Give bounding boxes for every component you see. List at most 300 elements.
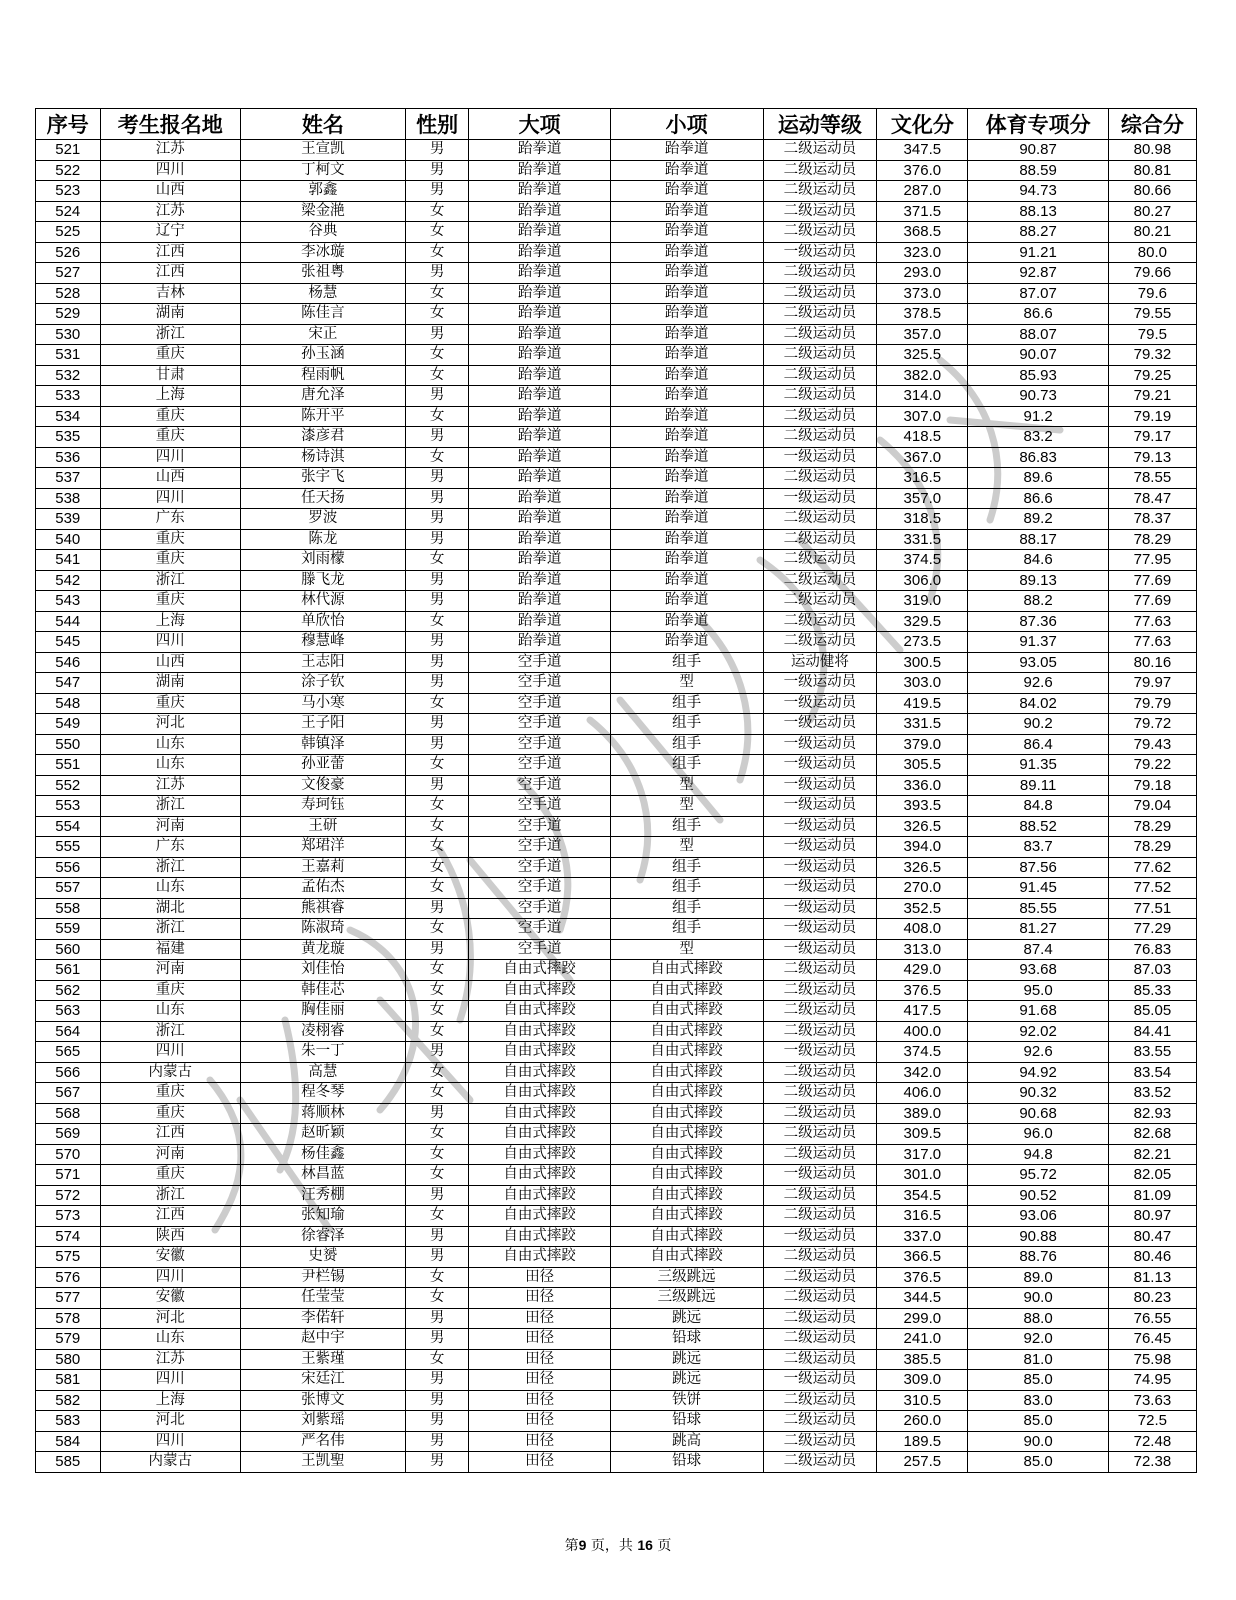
table-cell: 跆拳道 <box>610 468 763 489</box>
table-cell: 544 <box>36 611 101 632</box>
table-cell: 田径 <box>469 1452 610 1473</box>
table-cell: 90.73 <box>968 386 1108 407</box>
table-cell: 80.81 <box>1108 160 1196 181</box>
table-cell: 90.07 <box>968 345 1108 366</box>
table-cell: 二级运动员 <box>763 181 877 202</box>
table-cell: 女 <box>405 755 469 776</box>
table-cell: 重庆 <box>100 345 240 366</box>
table-cell: 545 <box>36 632 101 653</box>
table-cell: 男 <box>405 509 469 530</box>
table-cell: 75.98 <box>1108 1349 1196 1370</box>
table-cell: 汪秀棚 <box>240 1185 405 1206</box>
table-cell: 94.8 <box>968 1144 1108 1165</box>
table-cell: 女 <box>405 1124 469 1145</box>
table-cell: 山西 <box>100 468 240 489</box>
table-cell: 287.0 <box>877 181 968 202</box>
table-cell: 杨佳鑫 <box>240 1144 405 1165</box>
table-cell: 84.02 <box>968 693 1108 714</box>
table-cell: 跆拳道 <box>610 201 763 222</box>
table-cell: 二级运动员 <box>763 570 877 591</box>
table-cell: 空手道 <box>469 755 610 776</box>
table-cell: 文俊豪 <box>240 775 405 796</box>
table-cell: 317.0 <box>877 1144 968 1165</box>
table-cell: 山西 <box>100 181 240 202</box>
table-cell: 93.68 <box>968 960 1108 981</box>
table-row <box>36 1329 1197 1350</box>
table-cell: 任天扬 <box>240 488 405 509</box>
table-cell: 四川 <box>100 1267 240 1288</box>
table-cell: 四川 <box>100 632 240 653</box>
table-cell: 301.0 <box>877 1165 968 1186</box>
table-cell: 自由式摔跤 <box>610 1042 763 1063</box>
table-cell: 89.6 <box>968 468 1108 489</box>
table-cell: 357.0 <box>877 324 968 345</box>
table-cell: 自由式摔跤 <box>469 1247 610 1268</box>
table-cell: 重庆 <box>100 1103 240 1124</box>
table-cell: 宋廷江 <box>240 1370 405 1391</box>
table-row <box>36 591 1197 612</box>
table-cell: 女 <box>405 447 469 468</box>
table-cell: 一级运动员 <box>763 755 877 776</box>
table-cell: 543 <box>36 591 101 612</box>
table-row <box>36 1062 1197 1083</box>
table-cell: 单欣怡 <box>240 611 405 632</box>
table-cell: 三级跳远 <box>610 1267 763 1288</box>
table-cell: 408.0 <box>877 919 968 940</box>
table-cell: 男 <box>405 529 469 550</box>
table-cell: 田径 <box>469 1329 610 1350</box>
table-cell: 一级运动员 <box>763 242 877 263</box>
table-cell: 二级运动员 <box>763 365 877 386</box>
table-cell: 组手 <box>610 898 763 919</box>
table-row <box>36 304 1197 325</box>
table-cell: 548 <box>36 693 101 714</box>
table-cell: 韩镇泽 <box>240 734 405 755</box>
table-cell: 山东 <box>100 1329 240 1350</box>
table-cell: 组手 <box>610 919 763 940</box>
table-cell: 浙江 <box>100 324 240 345</box>
table-cell: 跆拳道 <box>469 570 610 591</box>
table-cell: 甘肃 <box>100 365 240 386</box>
table-cell: 男 <box>405 734 469 755</box>
table-row <box>36 222 1197 243</box>
table-cell: 523 <box>36 181 101 202</box>
table-cell: 584 <box>36 1431 101 1452</box>
table-row <box>36 529 1197 550</box>
table-cell: 541 <box>36 550 101 571</box>
table-cell: 空手道 <box>469 898 610 919</box>
table-cell: 二级运动员 <box>763 304 877 325</box>
table-cell: 567 <box>36 1083 101 1104</box>
table-row <box>36 1165 1197 1186</box>
table-cell: 女 <box>405 980 469 1001</box>
table-cell: 83.54 <box>1108 1062 1196 1083</box>
table-cell: 85.05 <box>1108 1001 1196 1022</box>
table-cell: 77.51 <box>1108 898 1196 919</box>
table-cell: 男 <box>405 1042 469 1063</box>
table-cell: 552 <box>36 775 101 796</box>
table-cell: 一级运动员 <box>763 898 877 919</box>
table-cell: 580 <box>36 1349 101 1370</box>
table-cell: 542 <box>36 570 101 591</box>
table-cell: 561 <box>36 960 101 981</box>
table-cell: 自由式摔跤 <box>469 1165 610 1186</box>
table-cell: 自由式摔跤 <box>469 1001 610 1022</box>
table-cell: 79.22 <box>1108 755 1196 776</box>
table-cell: 94.92 <box>968 1062 1108 1083</box>
table-cell: 四川 <box>100 160 240 181</box>
table-row <box>36 1267 1197 1288</box>
table-cell: 90.0 <box>968 1431 1108 1452</box>
table-cell: 跆拳道 <box>610 324 763 345</box>
table-cell: 92.02 <box>968 1021 1108 1042</box>
table-cell: 男 <box>405 1452 469 1473</box>
table-cell: 女 <box>405 960 469 981</box>
table-cell: 568 <box>36 1103 101 1124</box>
table-cell: 88.76 <box>968 1247 1108 1268</box>
col-header-event: 小项 <box>610 109 763 140</box>
table-cell: 重庆 <box>100 550 240 571</box>
table-cell: 二级运动员 <box>763 160 877 181</box>
table-cell: 80.23 <box>1108 1288 1196 1309</box>
table-cell: 史赟 <box>240 1247 405 1268</box>
table-cell: 89.0 <box>968 1267 1108 1288</box>
table-cell: 谷典 <box>240 222 405 243</box>
table-cell: 重庆 <box>100 1083 240 1104</box>
table-cell: 空手道 <box>469 714 610 735</box>
table-cell: 337.0 <box>877 1226 968 1247</box>
table-cell: 跆拳道 <box>469 447 610 468</box>
table-cell: 女 <box>405 283 469 304</box>
table-cell: 空手道 <box>469 775 610 796</box>
table-cell: 557 <box>36 878 101 899</box>
table-cell: 跆拳道 <box>610 242 763 263</box>
table-cell: 91.37 <box>968 632 1108 653</box>
table-cell: 303.0 <box>877 673 968 694</box>
table-cell: 76.83 <box>1108 939 1196 960</box>
table-cell: 湖南 <box>100 673 240 694</box>
table-cell: 自由式摔跤 <box>610 1247 763 1268</box>
table-cell: 王紫瑾 <box>240 1349 405 1370</box>
table-cell: 93.05 <box>968 652 1108 673</box>
table-cell: 79.97 <box>1108 673 1196 694</box>
table-cell: 男 <box>405 939 469 960</box>
table-cell: 江苏 <box>100 140 240 161</box>
table-cell: 551 <box>36 755 101 776</box>
table-cell: 王志阳 <box>240 652 405 673</box>
table-cell: 重庆 <box>100 693 240 714</box>
table-cell: 河南 <box>100 960 240 981</box>
table-cell: 罗波 <box>240 509 405 530</box>
table-cell: 男 <box>405 673 469 694</box>
table-cell: 540 <box>36 529 101 550</box>
table-cell: 女 <box>405 304 469 325</box>
table-cell: 跆拳道 <box>610 447 763 468</box>
table-cell: 581 <box>36 1370 101 1391</box>
table-row <box>36 693 1197 714</box>
table-cell: 田径 <box>469 1411 610 1432</box>
table-cell: 564 <box>36 1021 101 1042</box>
table-cell: 393.5 <box>877 796 968 817</box>
table-cell: 朱一丁 <box>240 1042 405 1063</box>
table-row <box>36 427 1197 448</box>
table-cell: 跆拳道 <box>610 160 763 181</box>
table-cell: 跆拳道 <box>469 242 610 263</box>
table-cell: 林昌蓝 <box>240 1165 405 1186</box>
table-cell: 程冬琴 <box>240 1083 405 1104</box>
table-cell: 女 <box>405 1144 469 1165</box>
table-cell: 自由式摔跤 <box>610 980 763 1001</box>
table-cell: 男 <box>405 1329 469 1350</box>
table-cell: 一级运动员 <box>763 693 877 714</box>
table-cell: 79.17 <box>1108 427 1196 448</box>
table-cell: 自由式摔跤 <box>610 960 763 981</box>
table-cell: 四川 <box>100 1370 240 1391</box>
table-cell: 组手 <box>610 652 763 673</box>
table-cell: 女 <box>405 1288 469 1309</box>
col-header-category: 大项 <box>469 109 610 140</box>
table-row <box>36 1370 1197 1391</box>
table-cell: 自由式摔跤 <box>469 1124 610 1145</box>
table-cell: 92.87 <box>968 263 1108 284</box>
table-cell: 270.0 <box>877 878 968 899</box>
table-cell: 257.5 <box>877 1452 968 1473</box>
table-cell: 女 <box>405 816 469 837</box>
table-cell: 河北 <box>100 1411 240 1432</box>
table-cell: 79.25 <box>1108 365 1196 386</box>
table-cell: 74.95 <box>1108 1370 1196 1391</box>
table-cell: 307.0 <box>877 406 968 427</box>
table-cell: 373.0 <box>877 283 968 304</box>
table-cell: 重庆 <box>100 591 240 612</box>
table-row <box>36 365 1197 386</box>
table-cell: 女 <box>405 837 469 858</box>
table-cell: 83.0 <box>968 1390 1108 1411</box>
table-cell: 丁柯文 <box>240 160 405 181</box>
table-cell: 83.7 <box>968 837 1108 858</box>
table-cell: 陕西 <box>100 1226 240 1247</box>
table-row <box>36 468 1197 489</box>
table-body <box>36 140 1197 1473</box>
table-cell: 上海 <box>100 1390 240 1411</box>
table-row <box>36 611 1197 632</box>
table-cell: 533 <box>36 386 101 407</box>
footer-page-number: 9 <box>578 1537 587 1553</box>
table-row <box>36 1083 1197 1104</box>
table-cell: 二级运动员 <box>763 611 877 632</box>
table-row <box>36 1103 1197 1124</box>
table-cell: 空手道 <box>469 857 610 878</box>
table-cell: 自由式摔跤 <box>469 1042 610 1063</box>
table-cell: 536 <box>36 447 101 468</box>
table-cell: 自由式摔跤 <box>469 1062 610 1083</box>
footer-prefix: 第 <box>564 1538 579 1554</box>
table-cell: 女 <box>405 1021 469 1042</box>
table-cell: 组手 <box>610 878 763 899</box>
table-row <box>36 1431 1197 1452</box>
table-cell: 80.66 <box>1108 181 1196 202</box>
results-table <box>35 108 1197 1473</box>
table-cell: 二级运动员 <box>763 406 877 427</box>
table-cell: 二级运动员 <box>763 345 877 366</box>
table-cell: 四川 <box>100 1431 240 1452</box>
table-cell: 广东 <box>100 509 240 530</box>
table-cell: 一级运动员 <box>763 816 877 837</box>
table-cell: 309.0 <box>877 1370 968 1391</box>
table-cell: 二级运动员 <box>763 550 877 571</box>
table-cell: 漆彦君 <box>240 427 405 448</box>
table-cell: 一级运动员 <box>763 837 877 858</box>
table-cell: 583 <box>36 1411 101 1432</box>
table-cell: 浙江 <box>100 1185 240 1206</box>
table-row <box>36 652 1197 673</box>
table-cell: 王子阳 <box>240 714 405 735</box>
table-cell: 孙亚蕾 <box>240 755 405 776</box>
table-cell: 上海 <box>100 611 240 632</box>
table-cell: 江西 <box>100 1124 240 1145</box>
table-cell: 空手道 <box>469 796 610 817</box>
table-cell: 85.55 <box>968 898 1108 919</box>
table-cell: 85.0 <box>968 1370 1108 1391</box>
table-cell: 河北 <box>100 1308 240 1329</box>
table-cell: 跆拳道 <box>610 222 763 243</box>
table-cell: 81.0 <box>968 1349 1108 1370</box>
table-cell: 自由式摔跤 <box>610 1001 763 1022</box>
table-cell: 男 <box>405 1431 469 1452</box>
table-cell: 王宣凯 <box>240 140 405 161</box>
table-cell: 一级运动员 <box>763 673 877 694</box>
table-cell: 型 <box>610 837 763 858</box>
table-row <box>36 1042 1197 1063</box>
table-cell: 黄龙璇 <box>240 939 405 960</box>
table-cell: 84.41 <box>1108 1021 1196 1042</box>
table-cell: 90.87 <box>968 140 1108 161</box>
table-cell: 二级运动员 <box>763 1349 877 1370</box>
table-cell: 跆拳道 <box>469 365 610 386</box>
table-cell: 一级运动员 <box>763 714 877 735</box>
table-cell: 内蒙古 <box>100 1062 240 1083</box>
table-cell: 547 <box>36 673 101 694</box>
table-cell: 313.0 <box>877 939 968 960</box>
table-cell: 91.35 <box>968 755 1108 776</box>
table-cell: 程雨帆 <box>240 365 405 386</box>
table-cell: 562 <box>36 980 101 1001</box>
table-cell: 跆拳道 <box>610 427 763 448</box>
table-cell: 91.2 <box>968 406 1108 427</box>
table-row <box>36 734 1197 755</box>
col-header-level: 运动等级 <box>763 109 877 140</box>
table-cell: 417.5 <box>877 1001 968 1022</box>
table-cell: 一级运动员 <box>763 734 877 755</box>
table-cell: 79.66 <box>1108 263 1196 284</box>
table-cell: 二级运动员 <box>763 201 877 222</box>
table-cell: 85.0 <box>968 1411 1108 1432</box>
table-cell: 79.72 <box>1108 714 1196 735</box>
table-cell: 空手道 <box>469 652 610 673</box>
table-cell: 女 <box>405 550 469 571</box>
col-header-region: 考生报名地 <box>100 109 240 140</box>
table-row <box>36 283 1197 304</box>
table-cell: 自由式摔跤 <box>610 1083 763 1104</box>
table-cell: 女 <box>405 1062 469 1083</box>
table-cell: 85.33 <box>1108 980 1196 1001</box>
table-cell: 394.0 <box>877 837 968 858</box>
table-cell: 男 <box>405 140 469 161</box>
table-cell: 空手道 <box>469 939 610 960</box>
table-cell: 三级跳远 <box>610 1288 763 1309</box>
table-cell: 556 <box>36 857 101 878</box>
table-cell: 273.5 <box>877 632 968 653</box>
table-cell: 自由式摔跤 <box>469 1185 610 1206</box>
table-cell: 78.29 <box>1108 837 1196 858</box>
table-cell: 574 <box>36 1226 101 1247</box>
table-cell: 二级运动员 <box>763 468 877 489</box>
table-cell: 女 <box>405 242 469 263</box>
table-cell: 女 <box>405 1001 469 1022</box>
table-cell: 男 <box>405 1103 469 1124</box>
table-cell: 女 <box>405 222 469 243</box>
table-cell: 陈开平 <box>240 406 405 427</box>
table-cell: 77.63 <box>1108 632 1196 653</box>
table-cell: 二级运动员 <box>763 509 877 530</box>
table-cell: 组手 <box>610 857 763 878</box>
table-cell: 80.16 <box>1108 652 1196 673</box>
table-cell: 男 <box>405 1308 469 1329</box>
table-row <box>36 140 1197 161</box>
table-cell: 二级运动员 <box>763 386 877 407</box>
table-cell: 刘紫瑶 <box>240 1411 405 1432</box>
table-cell: 二级运动员 <box>763 591 877 612</box>
table-cell: 88.59 <box>968 160 1108 181</box>
table-cell: 90.68 <box>968 1103 1108 1124</box>
table-row <box>36 386 1197 407</box>
table-cell: 孟佑杰 <box>240 878 405 899</box>
table-cell: 80.47 <box>1108 1226 1196 1247</box>
table-cell: 跳高 <box>610 1431 763 1452</box>
table-cell: 陈龙 <box>240 529 405 550</box>
table-cell: 自由式摔跤 <box>469 960 610 981</box>
table-cell: 565 <box>36 1042 101 1063</box>
table-cell: 579 <box>36 1329 101 1350</box>
table-cell: 穆慧峰 <box>240 632 405 653</box>
table-cell: 73.63 <box>1108 1390 1196 1411</box>
table-row <box>36 775 1197 796</box>
table-cell: 316.5 <box>877 468 968 489</box>
table-cell: 一级运动员 <box>763 796 877 817</box>
table-cell: 559 <box>36 919 101 940</box>
table-row <box>36 1185 1197 1206</box>
table-cell: 组手 <box>610 693 763 714</box>
table-cell: 空手道 <box>469 878 610 899</box>
table-cell: 80.97 <box>1108 1206 1196 1227</box>
table-cell: 310.5 <box>877 1390 968 1411</box>
table-cell: 95.0 <box>968 980 1108 1001</box>
table-cell: 419.5 <box>877 693 968 714</box>
table-cell: 一级运动员 <box>763 775 877 796</box>
table-cell: 569 <box>36 1124 101 1145</box>
table-cell: 二级运动员 <box>763 632 877 653</box>
table-cell: 跆拳道 <box>469 591 610 612</box>
table-cell: 一级运动员 <box>763 1226 877 1247</box>
table-cell: 189.5 <box>877 1431 968 1452</box>
table-cell: 女 <box>405 796 469 817</box>
table-cell: 81.13 <box>1108 1267 1196 1288</box>
table-cell: 尹栏锡 <box>240 1267 405 1288</box>
table-cell: 88.0 <box>968 1308 1108 1329</box>
table-cell: 张祖粤 <box>240 263 405 284</box>
table-cell: 自由式摔跤 <box>610 1226 763 1247</box>
table-cell: 河南 <box>100 1144 240 1165</box>
